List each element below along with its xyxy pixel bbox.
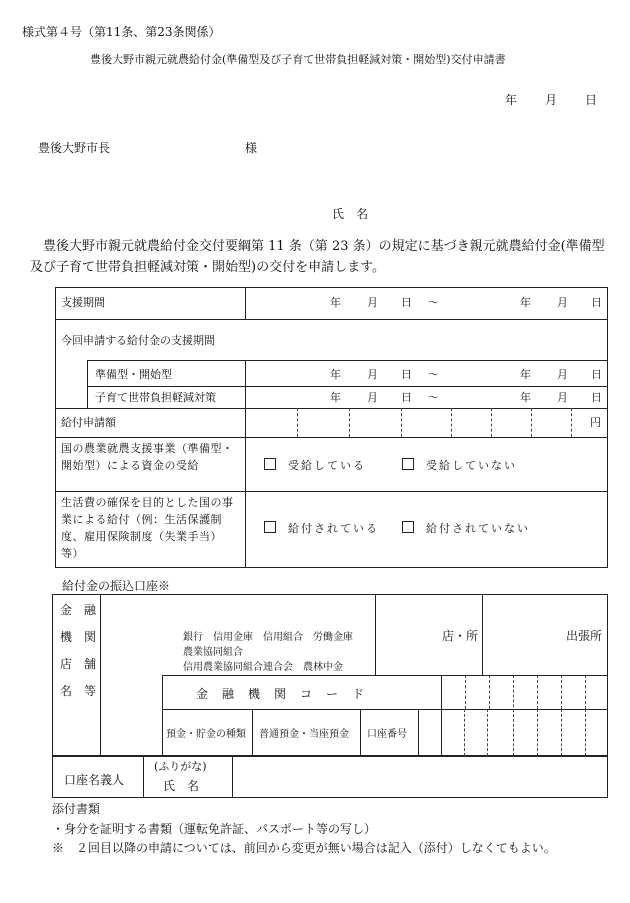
day-label: 日 <box>591 391 602 404</box>
column-divider <box>245 360 246 568</box>
amount-label: 給付申請額 <box>61 416 116 429</box>
digit-divider <box>537 709 538 756</box>
checkbox-icon[interactable] <box>264 458 276 470</box>
year-label: 年 <box>520 391 531 404</box>
range-tilde: ～ <box>428 368 439 381</box>
year-label: 年 <box>330 296 341 309</box>
application-statement: 豊後大野市親元就農給付金交付要綱第 11 条（第 23 条）の規定に基づき親元就農給付金(準備型及び子育て世帯負担軽減対策・開始型)の交付を申請します。 <box>30 239 605 275</box>
deposit-type-value[interactable]: 普通預金・当座預金 <box>259 729 349 740</box>
day-label: 日 <box>591 296 602 309</box>
living-support-label: 生活費の確保を目的とした国の事業による給付（例：生活保護制度、雇用保険制度（失業手当）等） <box>61 496 234 560</box>
digit-divider <box>561 709 562 756</box>
paid-label: 給付されている <box>288 522 379 535</box>
receiving-label: 受給している <box>288 459 366 472</box>
column-divider <box>375 594 376 675</box>
column-divider <box>100 594 101 756</box>
not-paid-label: 給付されていない <box>426 522 530 535</box>
column-divider <box>482 594 483 675</box>
digit-divider <box>487 709 488 756</box>
support-period-label: 支援期間 <box>61 296 105 309</box>
addressee-name: 豊後大野市長 <box>38 141 111 155</box>
range-tilde: ～ <box>428 296 439 309</box>
month-label: 月 <box>557 391 568 404</box>
not-paid-option[interactable] <box>402 520 530 536</box>
digit-divider <box>561 675 562 709</box>
prep-start-label: 準備型・開始型 <box>95 368 172 381</box>
column-divider <box>245 287 246 319</box>
date-month: 月 <box>545 93 558 107</box>
column-divider <box>418 709 419 756</box>
date-year: 年 <box>505 93 518 107</box>
not-receiving-label: 受給していない <box>426 459 517 472</box>
branch-label: 店・所 <box>442 629 479 643</box>
form-number: 様式第４号（第11条、第23条関係） <box>22 25 221 39</box>
institution-label-line: 名 等 <box>60 684 97 698</box>
year-label: 年 <box>330 368 341 381</box>
row-divider <box>55 319 608 320</box>
not-receiving-option[interactable] <box>402 457 517 473</box>
month-label: 月 <box>367 391 378 404</box>
column-divider <box>252 709 253 756</box>
year-label: 年 <box>520 368 531 381</box>
row-divider <box>55 491 608 492</box>
deposit-type-label: 預金・貯金の種類 <box>166 729 246 740</box>
row-divider <box>87 386 608 387</box>
date-day: 日 <box>585 93 598 107</box>
row-divider <box>162 709 608 710</box>
attachment-note: ※ ２回目以降の申請については、前回から変更が無い場合は記入（添付）しなくてもよい。 <box>52 841 556 855</box>
institution-label-line: 金 融 <box>60 603 97 617</box>
day-label: 日 <box>401 391 412 404</box>
month-label: 月 <box>557 368 568 381</box>
digit-divider <box>585 709 586 756</box>
column-divider <box>87 360 88 408</box>
year-label: 年 <box>520 296 531 309</box>
year-label: 年 <box>330 391 341 404</box>
column-divider <box>162 675 163 756</box>
checkbox-icon[interactable] <box>402 521 414 533</box>
digit-divider <box>489 675 490 709</box>
column-divider <box>441 675 442 756</box>
digit-divider <box>585 675 586 709</box>
bank-types-line: 銀行 信用金庫 信用組合 労働金庫 <box>183 632 353 643</box>
bank-types-line: 農業協同組合 <box>183 647 243 658</box>
applicant-name-label: 氏 名 <box>332 207 369 221</box>
yen-unit: 円 <box>590 416 601 429</box>
row-divider <box>55 437 608 438</box>
row-divider <box>162 675 608 676</box>
office-label: 出張所 <box>566 629 603 643</box>
month-label: 月 <box>367 368 378 381</box>
digit-divider <box>464 709 465 756</box>
day-label: 日 <box>401 296 412 309</box>
digit-divider <box>513 675 514 756</box>
receiving-option[interactable] <box>264 457 366 473</box>
bank-types-line: 信用農業協同組合連合会 農林中金 <box>183 662 343 673</box>
column-divider <box>360 709 361 756</box>
institution-label-line: 店 舗 <box>60 657 97 671</box>
row-divider <box>87 360 608 361</box>
attachment-item: ・身分を証明する書類（運転免許証、パスポート等の写し） <box>52 822 377 836</box>
digit-divider <box>537 675 538 709</box>
range-tilde: ～ <box>428 391 439 404</box>
column-divider <box>143 756 144 798</box>
account-holder-label: 口座名義人 <box>64 773 125 787</box>
checkbox-icon[interactable] <box>402 458 414 470</box>
national-support-label: 国の農業就農支援事業（準備型・開始型）による資金の受給 <box>61 442 234 472</box>
this-period-label: 今回申請する給付金の支援期間 <box>61 334 215 347</box>
digit-divider <box>465 675 466 709</box>
furigana-label: (ふりがな) <box>154 760 207 773</box>
holder-name-input[interactable] <box>233 757 607 797</box>
month-label: 月 <box>557 296 568 309</box>
child-support-label: 子育て世帯負担軽減対策 <box>95 391 216 404</box>
paid-option[interactable] <box>264 520 379 536</box>
institution-code-label: 金 融 機 関 コ ー ド <box>196 687 366 701</box>
account-number-label: 口座番号 <box>367 729 407 740</box>
month-label: 月 <box>367 296 378 309</box>
amount-input[interactable] <box>246 409 590 436</box>
day-label: 日 <box>591 368 602 381</box>
account-section-label: 給付金の振込口座※ <box>62 579 171 593</box>
checkbox-icon[interactable] <box>264 521 276 533</box>
form-title: 豊後大野市親元就農給付金(準備型及び子育て世帯負担軽減対策・開始型)交付申請書 <box>90 53 506 66</box>
addressee-honorific: 様 <box>245 141 258 155</box>
attachments-title: 添付書類 <box>52 802 101 816</box>
day-label: 日 <box>401 368 412 381</box>
holder-name-label: 氏 名 <box>163 779 200 793</box>
institution-label-line: 機 関 <box>60 630 97 644</box>
